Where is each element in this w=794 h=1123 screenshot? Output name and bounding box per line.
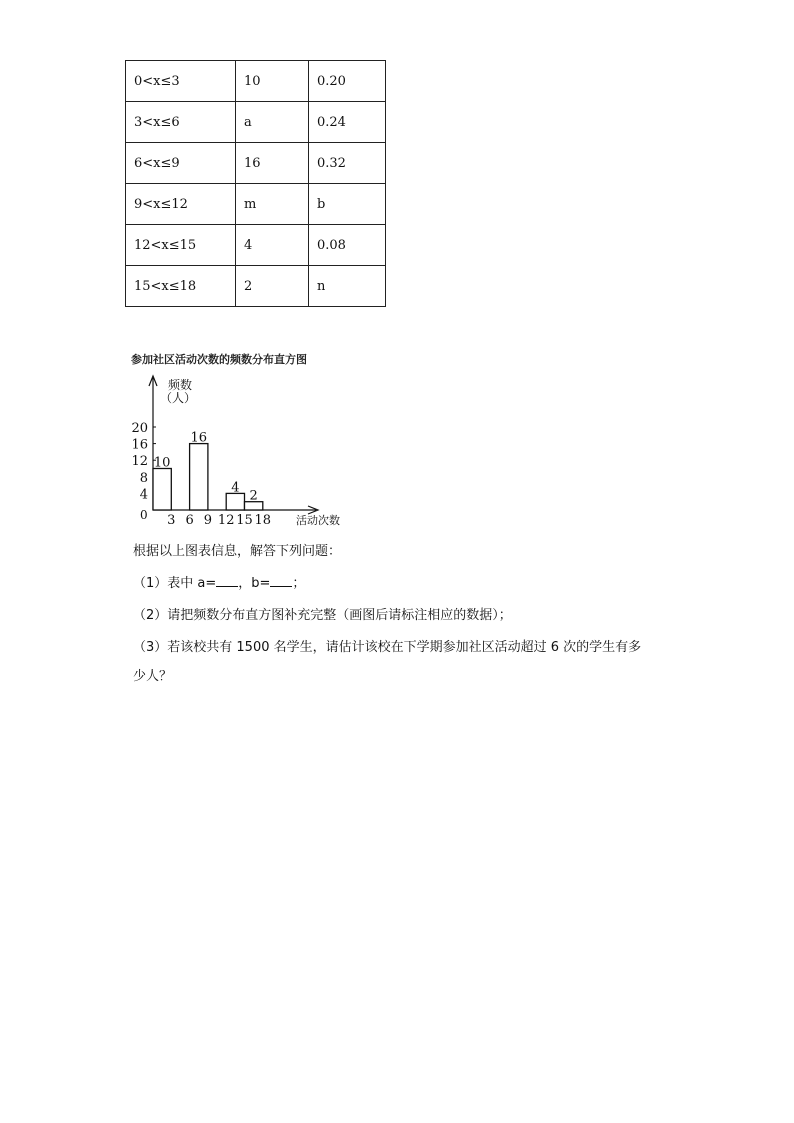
table-row	[126, 143, 386, 184]
table-cell-range: 0<x≤3	[126, 61, 236, 102]
questions-intro: 根据以上图表信息，解答下列问题：	[133, 544, 342, 559]
bar-value-label: 10	[153, 455, 171, 471]
x-tick-label: 9	[203, 513, 213, 528]
origin-label: 0	[140, 508, 148, 522]
y-axis-label-line1: 频数	[168, 378, 193, 392]
question-2: （2）请把频数分布直方图补充完整（画图后请标注相应的数据）；	[133, 608, 512, 623]
table-cell-frequency: a	[236, 102, 309, 143]
table-cell-rate: n	[309, 266, 386, 307]
table-row	[126, 61, 386, 102]
x-tick-label: 18	[254, 513, 272, 528]
x-tick-label: 12	[217, 513, 235, 528]
table-cell-range: 3<x≤6	[126, 102, 236, 143]
table-cell-rate: 0.32	[309, 143, 386, 184]
y-tick-label: 4	[139, 487, 148, 503]
histogram-bar	[153, 469, 171, 511]
table-cell-frequency: 2	[236, 266, 309, 307]
table-row	[126, 266, 386, 307]
x-tick-label: 3	[167, 513, 176, 528]
table-cell-range: 12<x≤15	[126, 225, 236, 266]
histogram-chart	[120, 372, 360, 530]
question-1-a-label: （1）表中 a=	[133, 576, 217, 591]
table-cell-rate: 0.24	[309, 102, 386, 143]
y-tick-label: 20	[131, 421, 148, 436]
table-cell-range: 15<x≤18	[126, 266, 236, 307]
table-cell-frequency: 10	[236, 61, 309, 102]
x-tick-label: 6	[185, 513, 194, 528]
table-cell-rate: 0.08	[309, 225, 386, 266]
y-tick-label: 12	[131, 454, 148, 470]
table-cell-rate: 0.20	[309, 61, 386, 102]
table-cell-rate: b	[309, 184, 386, 225]
table-cell-range: 6<x≤9	[126, 143, 236, 184]
bar-value-label: 4	[231, 480, 240, 496]
table-cell-frequency: 4	[236, 225, 309, 266]
question-3-line1: （3）若该校共有 1500 名学生，请估计该校在下学期参加社区活动超过 6 次的学生有多	[133, 640, 642, 655]
table-row	[126, 102, 386, 143]
y-tick-label: 16	[131, 437, 148, 453]
x-tick-label: 15	[236, 513, 253, 528]
question-1	[133, 572, 305, 591]
histogram-bar	[226, 493, 244, 510]
table-row	[126, 184, 386, 225]
bar-value-label: 2	[249, 488, 258, 504]
bar-value-label: 16	[190, 430, 208, 446]
x-axis-label: 活动次数	[296, 514, 340, 527]
answer-blank-a[interactable]	[216, 576, 238, 587]
question-3-line2: 少人？	[133, 669, 173, 684]
frequency-table	[125, 60, 386, 307]
table-cell-frequency: 16	[236, 143, 309, 184]
table-cell-range: 9<x≤12	[126, 184, 236, 225]
question-1-end: ；	[292, 576, 306, 591]
y-tick-label: 8	[139, 470, 148, 486]
table-row	[126, 225, 386, 266]
chart-title: 参加社区活动次数的频数分布直方图	[131, 353, 307, 366]
y-axis-label-line2: （人）	[160, 391, 197, 405]
table-cell-frequency: m	[236, 184, 309, 225]
histogram-bar	[190, 444, 208, 510]
answer-blank-b[interactable]	[270, 576, 292, 587]
question-1-b-label: ，b=	[238, 576, 271, 591]
